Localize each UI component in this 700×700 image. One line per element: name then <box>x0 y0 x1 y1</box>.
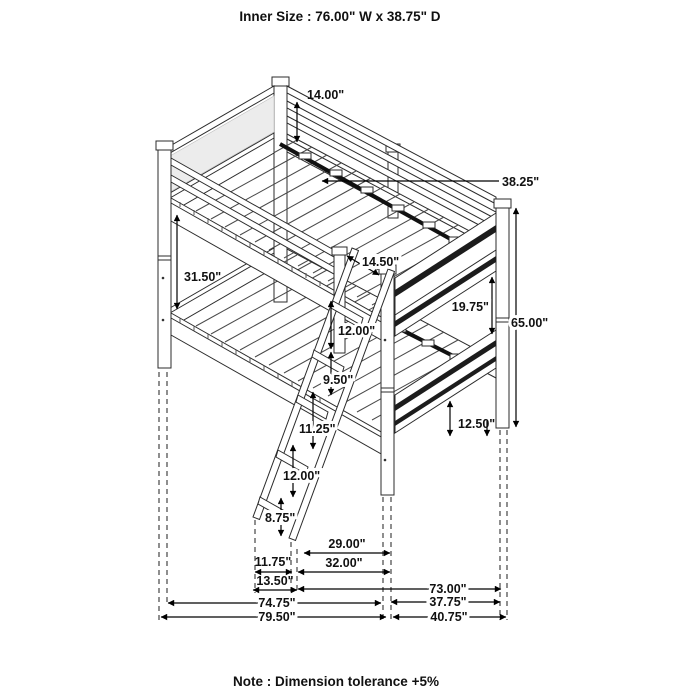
post-back-right <box>496 206 509 428</box>
post-front-left <box>158 148 171 368</box>
dim-label-ladder-foot-offset: 13.50" <box>256 574 294 588</box>
dim-label-length-to-ladder: 74.75" <box>258 596 296 610</box>
dim-label-ladder-opening: 14.50" <box>362 255 400 269</box>
dim-label-overall-depth: 40.75" <box>430 610 468 624</box>
dim-label-ladder-gap-2: 9.50" <box>323 373 354 387</box>
dim-label-overall-height: 65.00" <box>511 316 549 330</box>
dim-label-ladder-gap-3: 11.25" <box>299 422 336 436</box>
dim-label-ladder-span: 32.00" <box>325 556 363 570</box>
dim-label-overall-length: 79.50" <box>258 610 296 624</box>
dim-label-headboard-height: 14.00" <box>307 88 345 102</box>
dim-label-frame-depth: 37.75" <box>429 595 467 609</box>
post-front-right <box>381 272 394 495</box>
tolerance-note: Note : Dimension tolerance +5% <box>233 674 439 689</box>
dim-label-ladder-gap-4: 12.00" <box>283 469 321 483</box>
dim-label-ladder-foot-width: 11.75" <box>254 555 292 569</box>
dim-label-inner-length: 73.00" <box>429 582 467 596</box>
dim-label-inner-depth: 38.25" <box>502 175 540 189</box>
dim-label-upper-lower-clearance: 19.75" <box>451 300 489 314</box>
dim-label-ladder-foot-to-frame: 29.00" <box>328 537 366 551</box>
page-title: Inner Size : 76.00" W x 38.75" D <box>239 9 441 24</box>
dim-label-bunk-gap: 31.50" <box>184 270 222 284</box>
dim-label-ladder-gap-1: 12.00" <box>338 324 376 338</box>
dim-label-footboard-to-floor: 12.50" <box>458 417 496 431</box>
post-cap-back-left <box>272 77 289 86</box>
dim-label-ladder-gap-5: 8.75" <box>265 511 296 525</box>
